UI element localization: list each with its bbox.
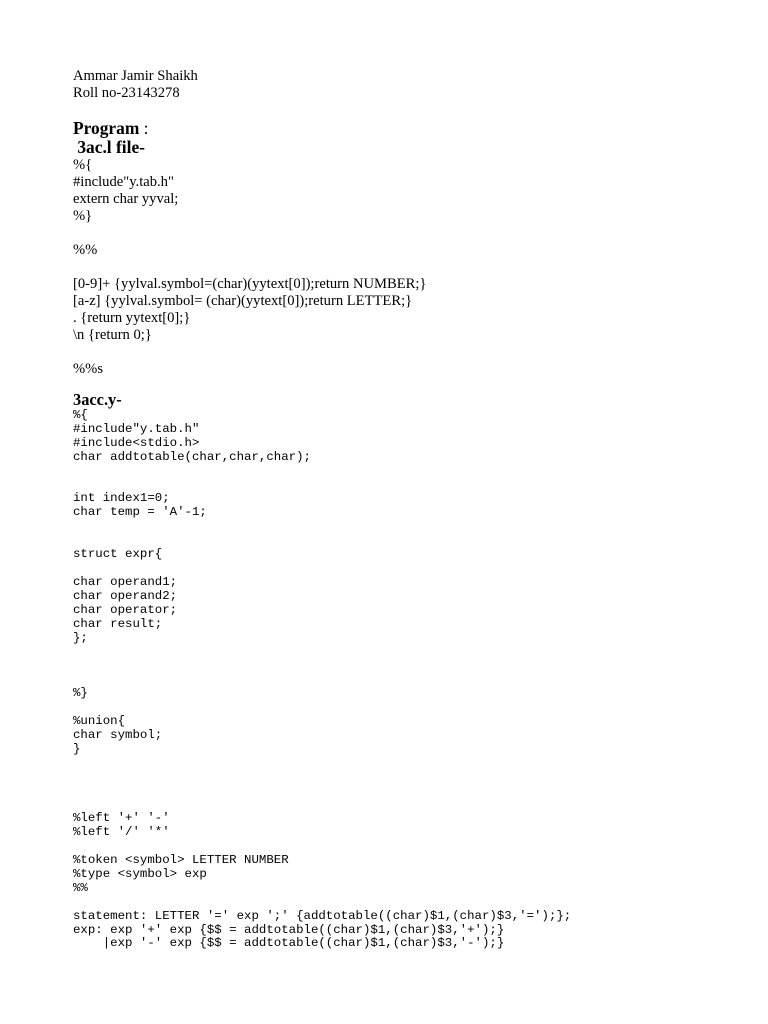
lex-file-title: 3ac.l file- — [73, 137, 145, 157]
spacer — [73, 102, 753, 119]
program-heading-suffix: : — [139, 118, 149, 138]
program-heading-label: Program — [73, 118, 140, 138]
program-heading — [73, 119, 753, 138]
spacer — [73, 378, 753, 391]
yacc-file-title: 3acc.y- — [73, 390, 122, 409]
author-name: Ammar Jamir Shaikh — [73, 68, 198, 84]
roll-number: Roll no-23143278 — [73, 85, 180, 101]
document-page — [73, 68, 753, 951]
lex-file-code: %{ #include"y.tab.h" extern char yyval; %} %% [0-9]+ {yylval.symbol=(char)(yytext[0]);return NUMBER;} [a-z] {yylval.symbol= (char)(yytext[0]);return LETTER;} . {return yytext[0];} \n {return 0;} %%s — [73, 157, 427, 377]
yacc-file-code: %{ #include"y.tab.h" #include<stdio.h> char addtotable(char,char,char); int index1=0; char temp = 'A'-1; struct expr{ char operand1; char operand2; char operator; char result; }; %} %union{ char symbol; } %left '+' '-' %left '/' '*' %token <symbol> LETTER NUMBER %type <symbol> exp %% statement: LETTER '=' exp ';' {addtotable((char)$1,(char)$3,'=');}; exp: exp '+' exp {$$ = addtotable((char)$1,(char)$3,'+');} |exp '-' exp {$$ = addtotable((char)$1,(char)$3,'-');} — [73, 408, 572, 951]
